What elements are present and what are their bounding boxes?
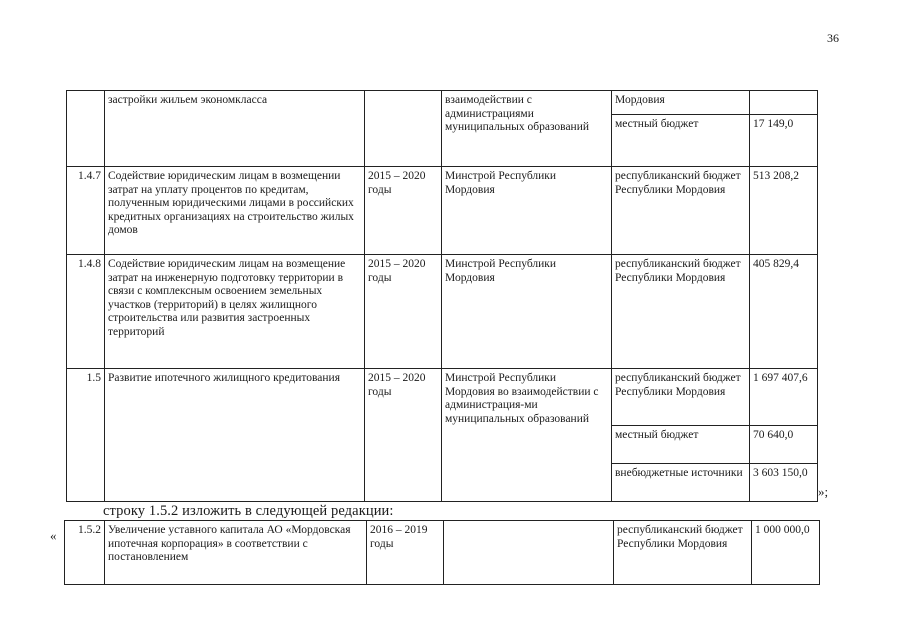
closing-quote: »; <box>818 484 829 499</box>
period: 2015 – 2020 годы <box>365 167 442 255</box>
executor <box>444 521 614 585</box>
funding-source: республиканский бюджет Республики Мордовия <box>612 255 750 369</box>
period: 2015 – 2020 годы <box>365 255 442 369</box>
funding-amount: 70 640,0 <box>750 426 818 464</box>
table-row <box>67 369 818 426</box>
funding-amount: 1 000 000,0 <box>752 521 820 585</box>
activity-name: Развитие ипотечного жилищного кредитования <box>105 369 365 502</box>
funding-amount: 17 149,0 <box>750 115 818 167</box>
period: 2015 – 2020 годы <box>365 369 442 502</box>
executor: Минстрой Республики Мордовия во взаимодействии с администрация-ми муниципальных образований <box>442 369 612 502</box>
executor: взаимодействии с администрациями муниципальных образований <box>442 91 612 167</box>
funding-amount: 3 603 150,0 <box>750 464 818 502</box>
funding-source: внебюджетные источники <box>612 464 750 502</box>
activity-name: Увеличение уставного капитала АО «Мордовская ипотечная корпорация» в соответствии с постановлением <box>105 521 367 585</box>
period <box>365 91 442 167</box>
row-number: 1.5 <box>67 369 105 502</box>
funding-source: республиканский бюджет Республики Мордовия <box>614 521 752 585</box>
funding-amount: 513 208,2 <box>750 167 818 255</box>
table-row <box>67 255 818 369</box>
amendment-instruction: строку 1.5.2 изложить в следующей редакции: <box>103 503 394 519</box>
row-number: 1.4.7 <box>67 167 105 255</box>
funding-source: республиканский бюджет Республики Мордовия <box>612 167 750 255</box>
executor: Минстрой Республики Мордовия <box>442 255 612 369</box>
period: 2016 – 2019 годы <box>367 521 444 585</box>
funding-source: Мордовия <box>612 91 750 115</box>
opening-quote: « <box>50 528 57 543</box>
executor: Минстрой Республики Мордовия <box>442 167 612 255</box>
funding-source: республиканский бюджет Республики Мордовия <box>612 369 750 426</box>
page-number: 36 <box>827 31 839 45</box>
table-row <box>67 91 818 115</box>
program-table <box>66 90 818 502</box>
funding-source: местный бюджет <box>612 426 750 464</box>
activity-name: Содействие юридическим лицам на возмещение затрат на инженерную подготовку территории в связи с комплексным освоением земельных участков (территорий) в целях жилищного строительства или развития застроенных территорий <box>105 255 365 369</box>
amendment-table <box>64 520 820 585</box>
funding-source: местный бюджет <box>612 115 750 167</box>
row-number: 1.5.2 <box>65 521 105 585</box>
funding-amount: 405 829,4 <box>750 255 818 369</box>
funding-amount: 1 697 407,6 <box>750 369 818 426</box>
activity-name: застройки жильем экономкласса <box>105 91 365 167</box>
row-number <box>67 91 105 167</box>
activity-name: Содействие юридическим лицам в возмещении затрат на уплату процентов по кредитам, полученным юридическими лицами в российских кредитных организациях на строительство жилых домов <box>105 167 365 255</box>
row-number: 1.4.8 <box>67 255 105 369</box>
funding-amount <box>750 91 818 115</box>
table-row <box>65 521 820 585</box>
table-row <box>67 167 818 255</box>
